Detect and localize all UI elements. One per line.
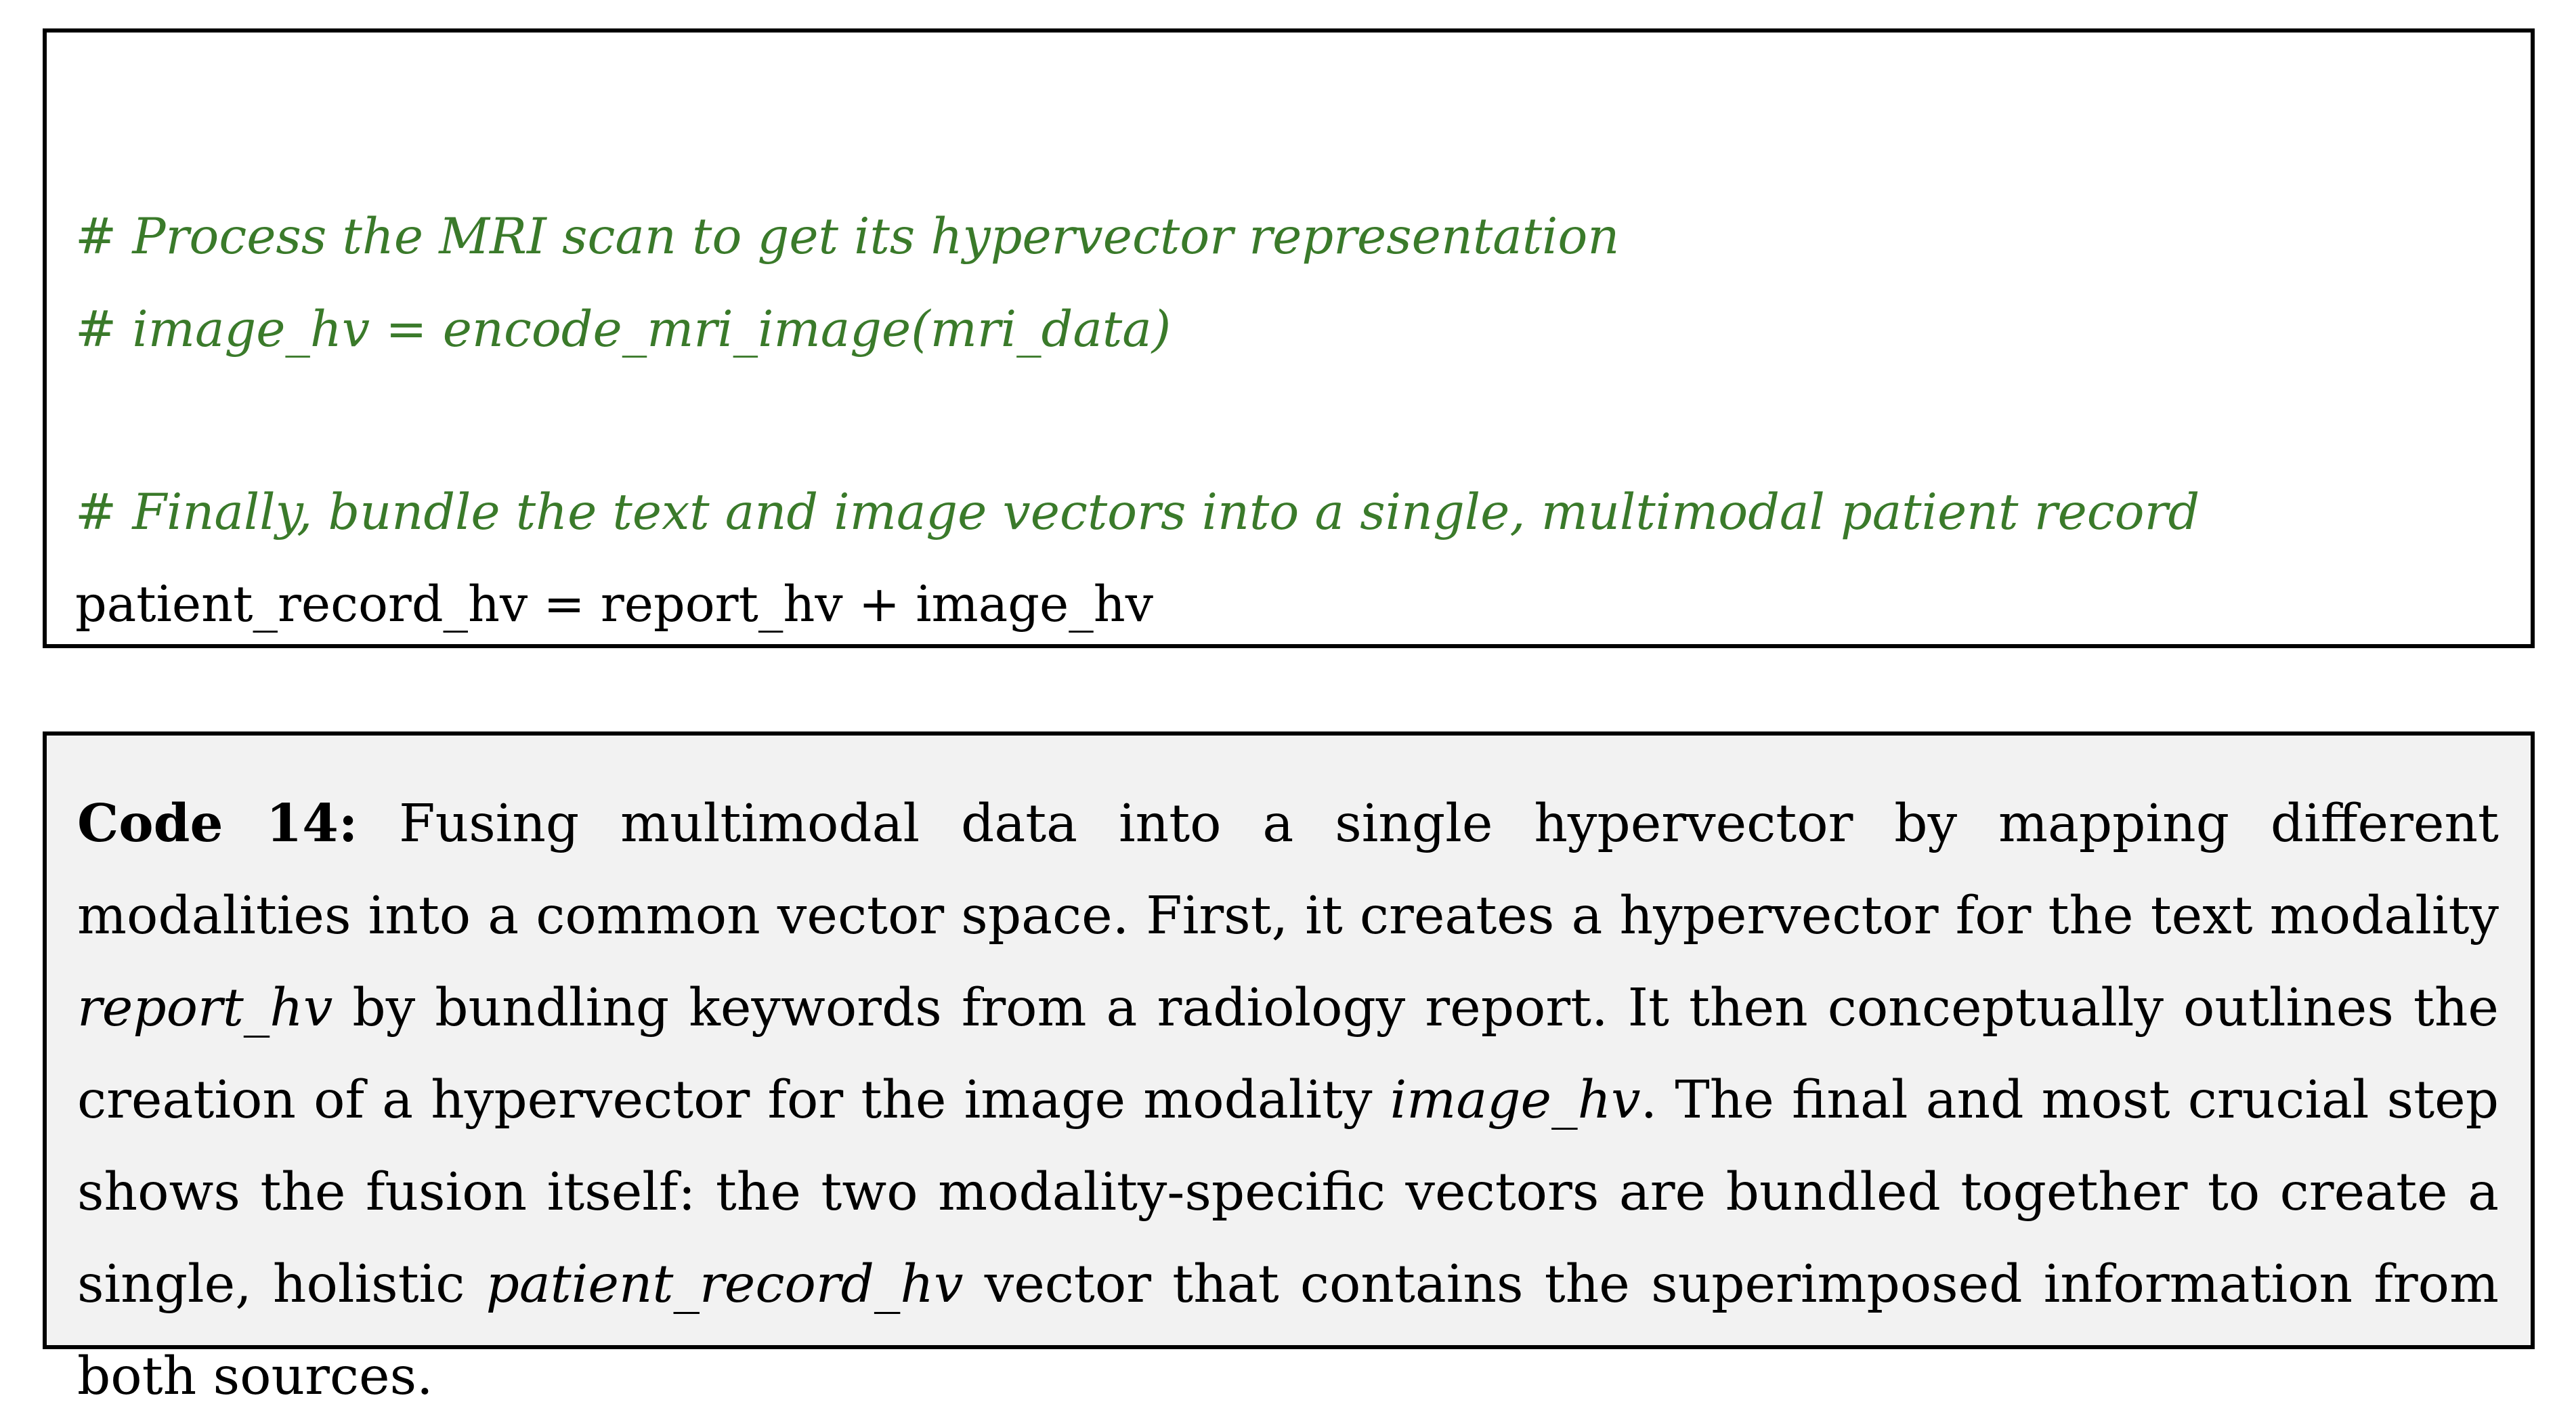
code-caption (43, 731, 2535, 1407)
caption-text (77, 778, 2499, 1423)
caption-segment: . The final and most crucial step shows the fusion itself: the two modality-specific vectors are bundled together to create a single, holistic (77, 1070, 2499, 1315)
caption-variable: patient_record_hv (486, 1254, 964, 1315)
caption-segment: Fusing multimodal data into a single hypervector by mapping different modalities into a common vector space. First, it creates a hypervector for the text modality (77, 794, 2499, 946)
code-statement-line: patient_record_hv = report_hv + image_hv (75, 576, 1153, 633)
code-comment-line: # Finally, bundle the text and image vectors into a single, multimodal patient record (75, 484, 2200, 541)
code-comment-line: # Process the MRI scan to get its hypervector representation (75, 208, 1620, 266)
caption-label: Code 14: (77, 793, 358, 854)
caption-variable: report_hv (77, 978, 333, 1038)
caption-segment: vector that contains the superimposed information from both sources. (77, 1254, 2499, 1407)
code-comment-line: # image_hv = encode_mri_image(mri_data) (75, 301, 1172, 358)
code-listing (43, 28, 2535, 648)
caption-segment: by bundling keywords from a radiology report. It then conceptually outlines the creation of a hypervector for the image modality (77, 978, 2499, 1130)
caption-variable: image_hv (1390, 1070, 1641, 1130)
